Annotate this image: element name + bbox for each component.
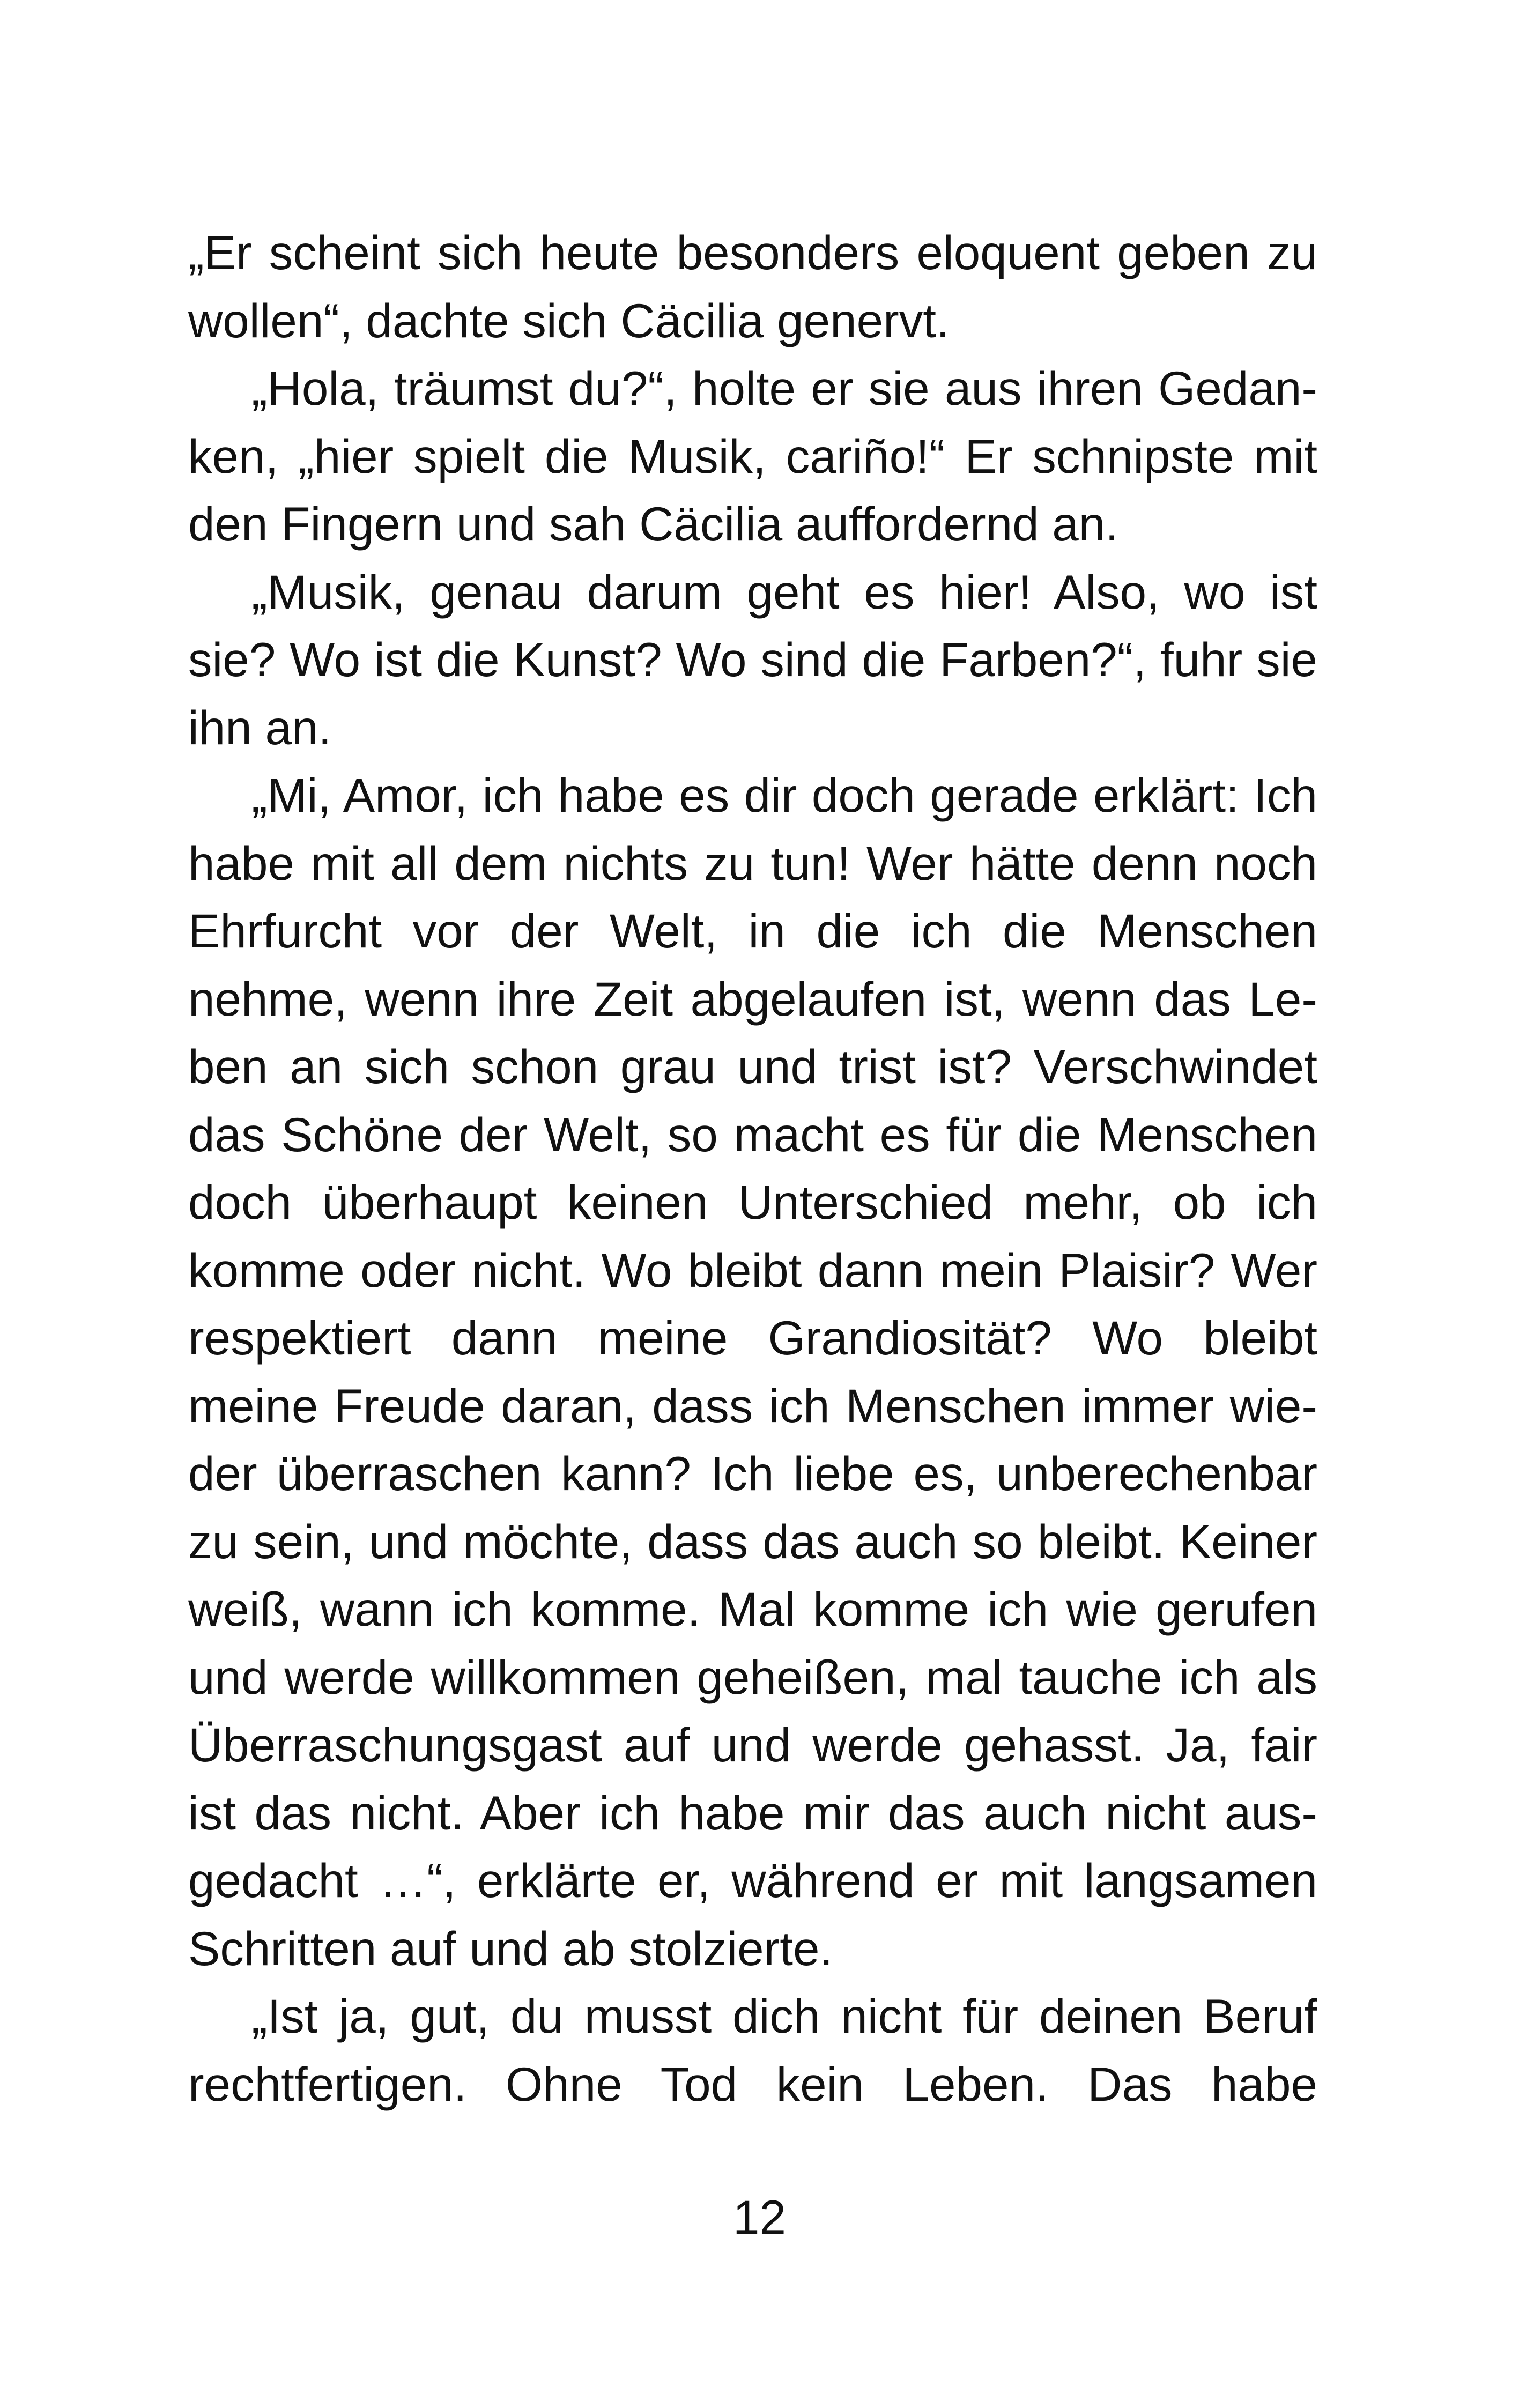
text-line: den Fingern und sah Cäcilia auffordernd an.: [188, 497, 1119, 551]
text-line: nehme, wenn ihre Zeit abgelaufen ist, wenn das Le-: [188, 972, 1317, 1026]
text-line: „Mi, Amor, ich habe es dir doch gerade erklärt: Ich: [251, 768, 1317, 822]
text-line: sie? Wo ist die Kunst? Wo sind die Farben?“, fuhr sie: [188, 633, 1317, 686]
text-line: doch überhaupt keinen Unterschied mehr, ob ich: [188, 1175, 1317, 1229]
text-line: „Hola, träumst du?“, holte er sie aus ihren Gedan-: [251, 361, 1317, 415]
text-line: komme oder nicht. Wo bleibt dann mein Plaisir? Wer: [188, 1243, 1317, 1297]
text-line: ihn an.: [188, 700, 332, 754]
text-line: meine Freude daran, dass ich Menschen immer wie-: [188, 1379, 1317, 1433]
text-line: wollen“, dachte sich Cäcilia genervt.: [188, 293, 950, 347]
text-line: „Er scheint sich heute besonders eloquent geben zu: [188, 226, 1317, 279]
text-line: das Schöne der Welt, so macht es für die Menschen: [188, 1107, 1317, 1161]
page-number: 12: [733, 2190, 786, 2244]
text-line: zu sein, und möchte, dass das auch so bleibt. Keiner: [188, 1514, 1317, 1568]
text-line: respektiert dann meine Grandiosität? Wo bleibt: [188, 1311, 1317, 1365]
text-line: Ehrfurcht vor der Welt, in die ich die Menschen: [188, 904, 1317, 958]
text-line: weiß, wann ich komme. Mal komme ich wie gerufen: [188, 1582, 1317, 1636]
text-line: Überraschungsgast auf und werde gehasst. Ja, fair: [188, 1718, 1317, 1772]
text-line: ist das nicht. Aber ich habe mir das auch nicht aus-: [188, 1785, 1317, 1840]
text-line: „Ist ja, gut, du musst dich nicht für deinen Beruf: [251, 1989, 1317, 2043]
text-line: rechtfertigen. Ohne Tod kein Leben. Das habe: [188, 2057, 1317, 2111]
text-line: gedacht …“, erklärte er, während er mit langsamen: [188, 1854, 1317, 1907]
body-text: [188, 219, 1317, 2118]
text-line: ben an sich schon grau und trist ist? Verschwindet: [188, 1040, 1317, 1093]
text-line: ken, „hier spielt die Musik, cariño!“ Er schnipste mit: [188, 429, 1317, 483]
text-line: „Musik, genau darum geht es hier! Also, wo ist: [251, 565, 1317, 619]
text-line: Schritten auf und ab stolzierte.: [188, 1921, 833, 1975]
text-line: und werde willkommen geheißen, mal tauche ich als: [188, 1650, 1317, 1704]
text-line: habe mit all dem nichts zu tun! Wer hätte denn noch: [188, 836, 1317, 890]
text-line: der überraschen kann? Ich liebe es, unberechenbar: [188, 1447, 1317, 1500]
